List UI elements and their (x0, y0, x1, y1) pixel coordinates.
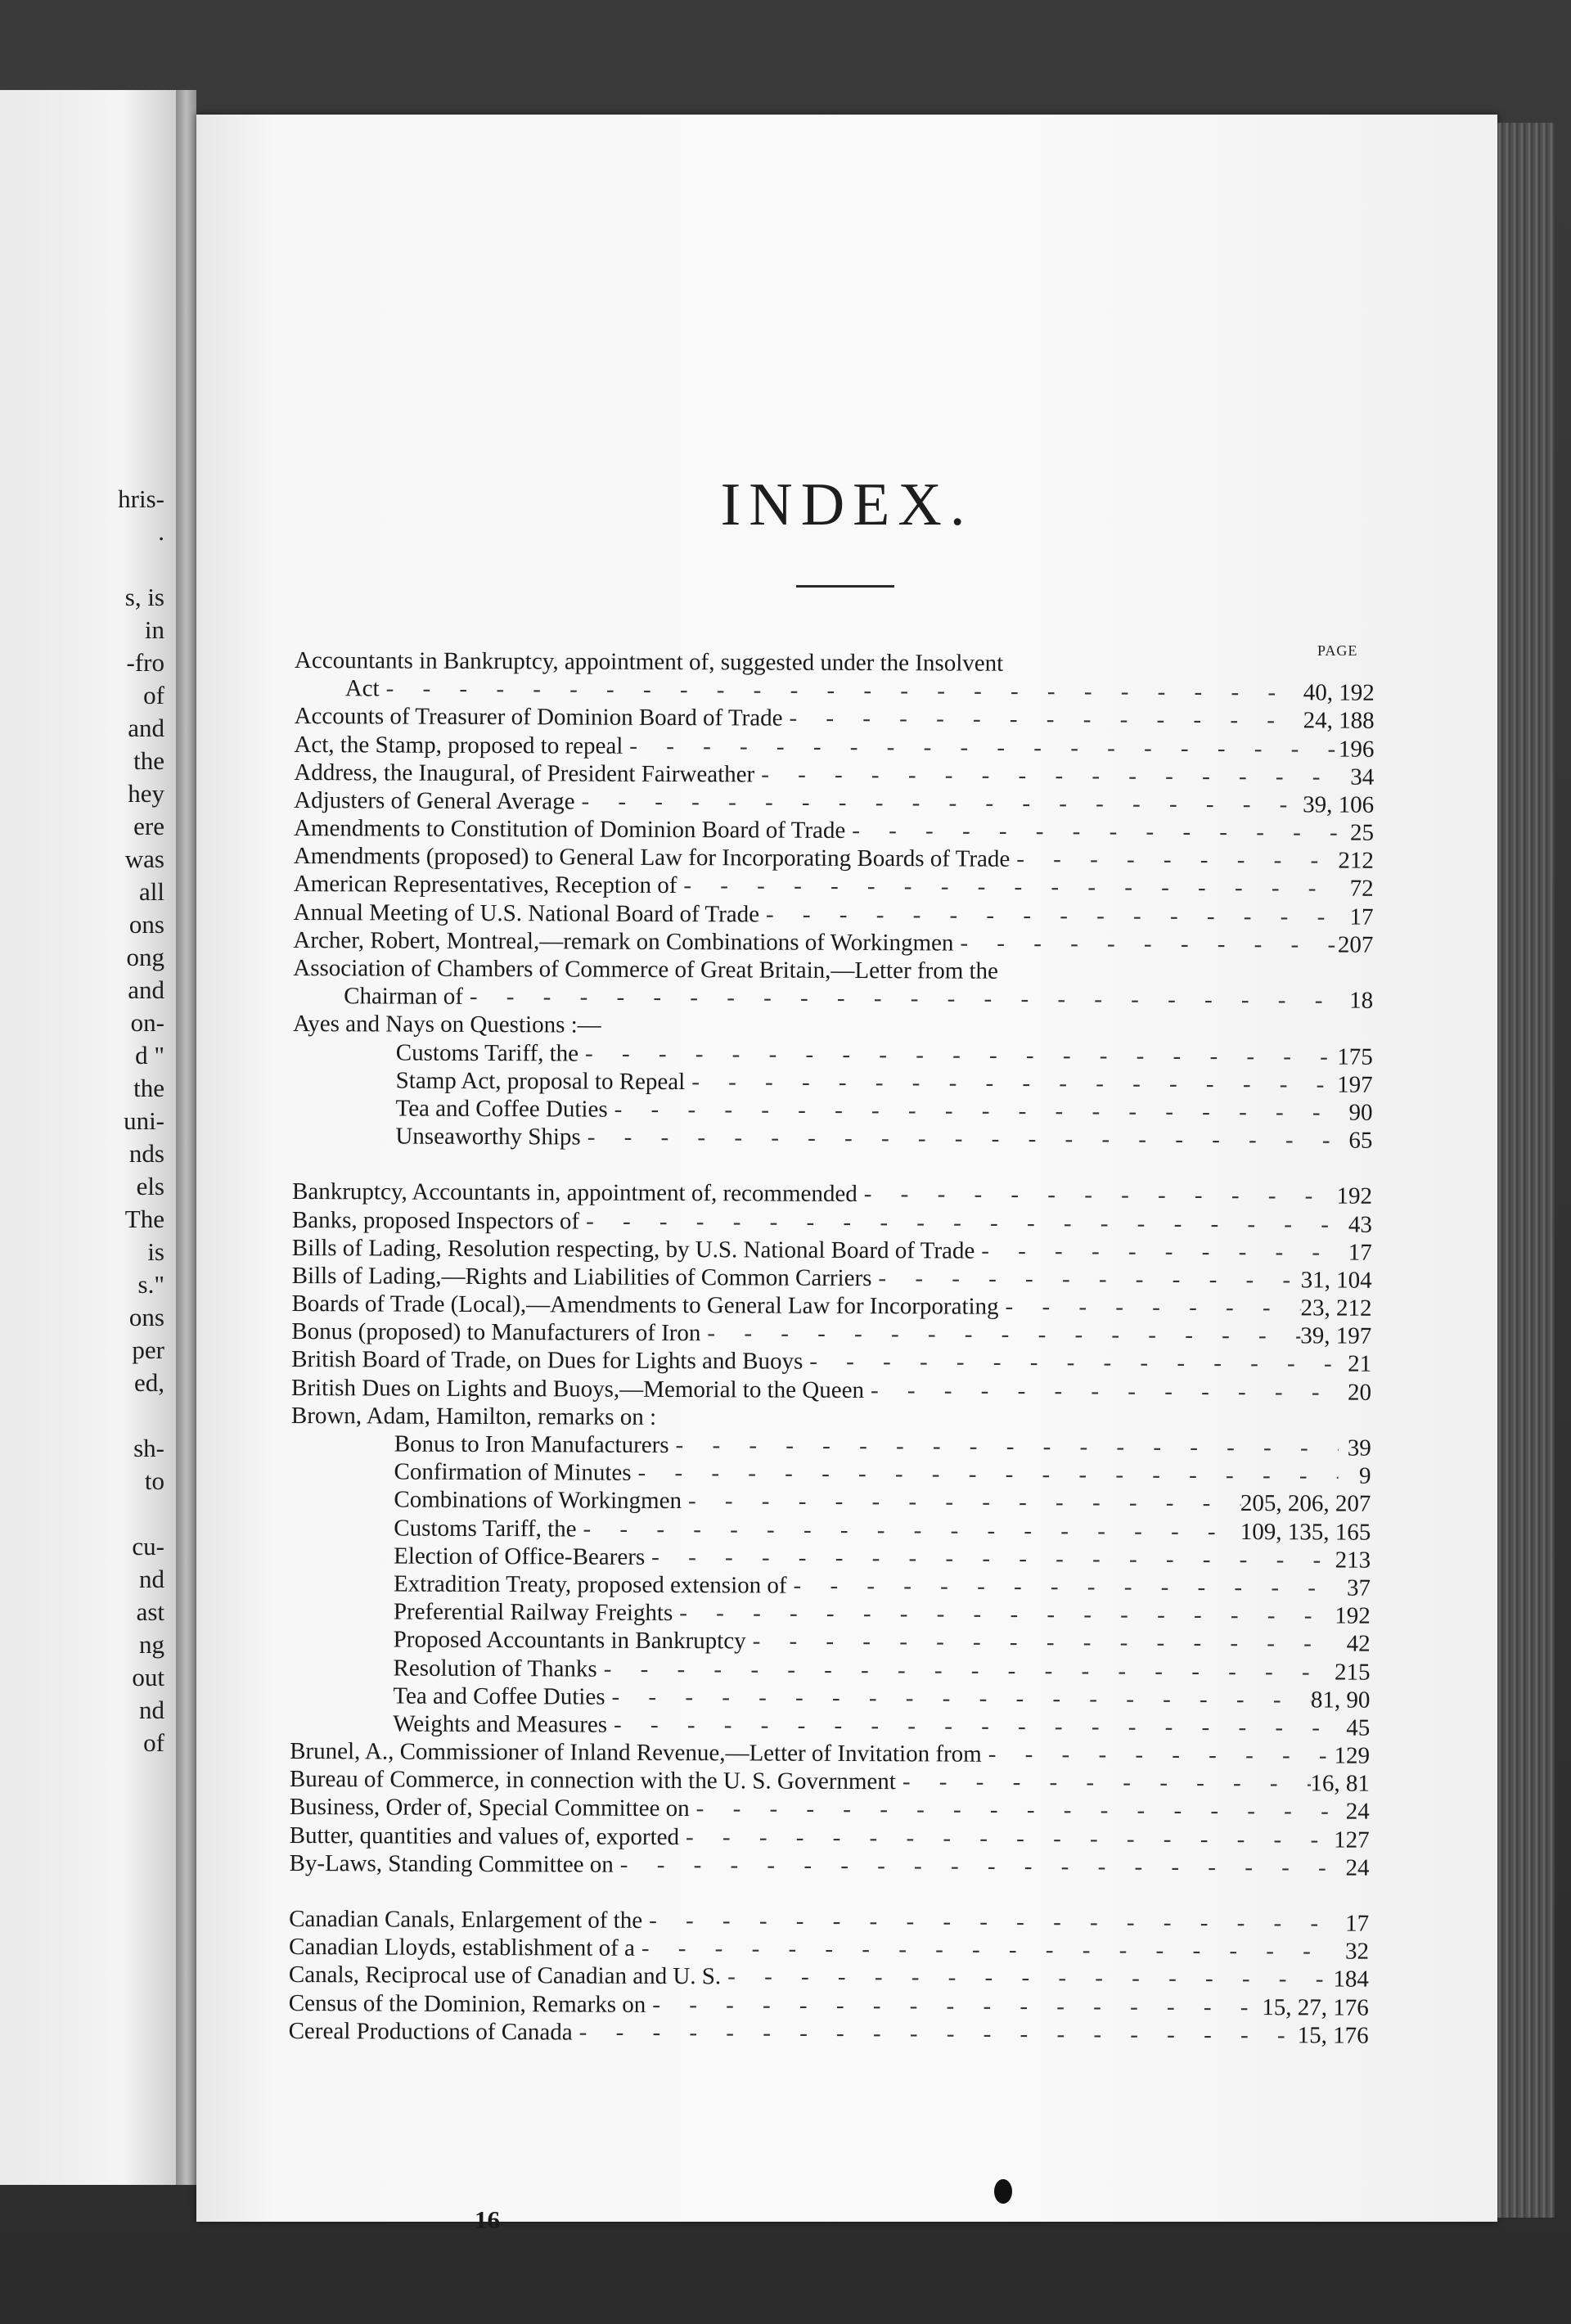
entry-text: Unseaworthy Ships (395, 1123, 581, 1151)
entry-page-number: 32 (1344, 1938, 1370, 1965)
leader-dashes (579, 1207, 1339, 1238)
index-entry (290, 1793, 1370, 1826)
index-entry (290, 1682, 1370, 1714)
facing-page-fragment: hey (128, 779, 164, 808)
facing-page-fragment: the (133, 746, 164, 775)
entry-page-number: 40, 192 (1303, 679, 1375, 706)
index-entry (292, 1262, 1372, 1295)
leader-dashes (953, 929, 1338, 958)
entry-text: Tea and Coffee Duties (393, 1682, 605, 1710)
facing-page-fragment: . (158, 517, 164, 546)
leader-dashes (574, 787, 1303, 818)
leader-dashes (754, 760, 1341, 790)
entry-page-number: 31, 104 (1300, 1267, 1372, 1294)
leader-dashes (578, 1039, 1337, 1070)
index-entry (292, 1122, 1372, 1155)
entry-text: By-Laws, Standing Committee on (289, 1849, 614, 1878)
leader-dashes (623, 732, 1339, 763)
leader-dashes (999, 1293, 1301, 1322)
leader-dashes (845, 817, 1341, 847)
entry-page-number: 213 (1335, 1547, 1371, 1574)
leader-dashes (607, 1711, 1337, 1742)
index-entry (290, 1570, 1371, 1602)
entry-text: Amendments to Constitution of Dominion Board of Trade (293, 815, 846, 844)
facing-page-gap (118, 1498, 164, 1530)
index-entry (292, 1206, 1372, 1239)
leader-dashes (576, 1515, 1240, 1546)
entry-text: Ayes and Nays on Questions :— (292, 1011, 601, 1039)
facing-page-fragment: ons (128, 1303, 164, 1331)
entry-page-number: 15, 176 (1297, 2022, 1369, 2049)
entry-text: Combinations of Workingmen (394, 1486, 682, 1515)
entry-text: Association of Chambers of Commerce of Great Britain,—Letter from the (293, 955, 999, 984)
index-entry (289, 1905, 1369, 1938)
section-spacer (289, 1877, 1369, 1910)
entry-text: Address, the Inaugural, of President Fairweather (294, 759, 755, 788)
index-entry (289, 1989, 1369, 2022)
leader-dashes (858, 1180, 1337, 1210)
facing-page (0, 90, 176, 2185)
entry-page-number: 42 (1346, 1630, 1371, 1658)
entry-page-number: 212 (1338, 847, 1374, 875)
index-entry (293, 1038, 1373, 1071)
entry-page-number: 127 (1334, 1826, 1370, 1853)
leader-dashes (782, 705, 1303, 735)
entry-page-number: 17 (1349, 903, 1374, 930)
index-entry (291, 1290, 1371, 1322)
facing-page-gap (118, 1399, 164, 1432)
leader-dashes (682, 1487, 1240, 1517)
index-entry (290, 1514, 1371, 1547)
entry-page-number: 205, 206, 207 (1240, 1490, 1371, 1518)
facing-page-fragment: out (132, 1663, 164, 1691)
leader-dashes (614, 1851, 1337, 1882)
index-list (289, 646, 1375, 2050)
entry-text: Bills of Lading,—Rights and Liabilities of Common Carriers (291, 1262, 872, 1292)
facing-page-fragment: nds (128, 1139, 164, 1168)
page-block-edge (1497, 123, 1555, 2218)
entry-text: British Board of Trade, on Dues for Lights and Buoys (291, 1346, 804, 1376)
index-entry (290, 1542, 1371, 1574)
facing-page-fragment: all (139, 877, 164, 906)
entry-page-number: 197 (1337, 1071, 1373, 1098)
facing-page-fragment: -fro (126, 648, 164, 677)
index-entry (292, 1178, 1372, 1210)
leader-dashes (787, 1572, 1339, 1602)
index-entry (295, 646, 1375, 679)
index-entry (294, 899, 1374, 931)
entry-text: Canals, Reciprocal use of Canadian and U. S. (288, 1961, 722, 1990)
entry-text: Chairman of (344, 983, 463, 1011)
facing-page-fragment: ast (136, 1597, 164, 1626)
facing-page-fragment: cu- (132, 1532, 164, 1561)
entry-text: Accountants in Bankruptcy, appointment of, suggested under the Insolvent (294, 646, 1004, 677)
facing-page-fragment: in (144, 615, 164, 644)
entry-page-number: 25 (1349, 819, 1375, 846)
entry-page-number: 9 (1359, 1462, 1371, 1489)
index-entry (290, 1625, 1371, 1658)
entry-text: American Representatives, Reception of (293, 871, 677, 899)
entry-text: Weights and Measures (393, 1710, 608, 1738)
facing-page-fragment: s, is (124, 583, 164, 611)
entry-page-number: 192 (1336, 1182, 1373, 1210)
entry-text: Bureau of Commerce, in connection with the U. S. Government (289, 1766, 896, 1795)
entry-page-number: 45 (1346, 1714, 1371, 1741)
index-entry (294, 814, 1374, 847)
entry-page-number: 16, 81 (1310, 1770, 1371, 1798)
book-gutter (176, 90, 196, 2185)
entry-page-number: 196 (1338, 736, 1375, 763)
entry-text: Bills of Lading, Resolution respecting, by U.S. National Board of Trade (291, 1234, 975, 1264)
entry-text: Bonus (proposed) to Manufacturers of Iron (291, 1318, 701, 1347)
facing-page-fragment: on- (130, 1008, 164, 1037)
entry-page-number: 24, 188 (1303, 707, 1375, 735)
entry-page-number: 37 (1346, 1574, 1371, 1601)
index-entry (291, 1430, 1371, 1462)
index-entry (291, 1317, 1371, 1350)
leader-dashes (690, 1795, 1337, 1826)
entry-text: Act, the Stamp, proposed to repeal (294, 731, 623, 759)
entry-page-number: 192 (1335, 1602, 1371, 1629)
entry-text: Cereal Productions of Canada (288, 2017, 573, 2046)
entry-page-number: 18 (1349, 987, 1374, 1014)
entry-text: Accounts of Treasurer of Dominion Board of Trade (294, 703, 783, 732)
leader-dashes (982, 1741, 1335, 1770)
index-entry (293, 926, 1373, 959)
leader-dashes (685, 1068, 1337, 1099)
facing-page-fragment: per (132, 1335, 164, 1364)
facing-page-fragment: uni- (124, 1106, 164, 1135)
facing-page-fragment: hris- (118, 484, 164, 513)
facing-page-fragment: The (124, 1205, 164, 1233)
entry-text: Adjusters of General Average (294, 786, 575, 815)
entry-page-number: 21 (1348, 1351, 1372, 1378)
leader-dashes (896, 1768, 1311, 1798)
index-entry (289, 1849, 1369, 1882)
index-entry (295, 702, 1375, 735)
leader-dashes (597, 1655, 1335, 1686)
index-entry (291, 1345, 1371, 1378)
entry-page-number: 15, 27, 176 (1262, 1993, 1369, 2021)
leader-dashes (975, 1236, 1339, 1266)
entry-text: Census of the Dominion, Remarks on (288, 1989, 646, 2018)
index-entry (294, 786, 1374, 819)
facing-page-fragment: ons (128, 910, 164, 939)
leader-dashes (463, 983, 1340, 1015)
facing-page-fragment: els (136, 1172, 164, 1200)
entry-page-number: 20 (1347, 1379, 1372, 1406)
index-entry (291, 1374, 1371, 1407)
index-entry (290, 1765, 1370, 1798)
index-entry (289, 1933, 1369, 1966)
leader-dashes (669, 1431, 1339, 1462)
entry-page-number: 129 (1334, 1742, 1371, 1769)
leader-dashes (632, 1459, 1339, 1490)
leader-dashes (581, 1124, 1340, 1155)
section-spacer (292, 1150, 1372, 1182)
index-entry (294, 870, 1374, 903)
entry-page-number: 90 (1348, 1099, 1373, 1126)
index-entry (291, 1457, 1371, 1490)
leader-dashes (759, 900, 1341, 930)
facing-page-gap (118, 548, 164, 581)
entry-page-number: 24 (1345, 1854, 1370, 1881)
entry-text: Extradition Treaty, proposed extension of (393, 1570, 787, 1599)
entry-text: Election of Office-Bearers (394, 1543, 646, 1570)
entry-page-number: 175 (1337, 1043, 1373, 1070)
entry-text: Tea and Coffee Duties (395, 1095, 608, 1123)
facing-page-fragment: was (124, 844, 164, 873)
facing-page-fragment: sh- (133, 1434, 164, 1462)
facing-page-fragment: ng (139, 1630, 164, 1659)
index-entry (290, 1597, 1371, 1630)
index-entry (291, 1402, 1371, 1434)
entry-text: Stamp Act, proposal to Repeal (395, 1067, 686, 1095)
entry-page-number: 109, 135, 165 (1240, 1518, 1371, 1546)
leader-dashes (700, 1319, 1300, 1349)
title-rule (796, 585, 894, 588)
index-entry (292, 1234, 1372, 1267)
page-title: INDEX. (720, 471, 974, 538)
entry-page-number: 17 (1345, 1910, 1370, 1937)
index-entry (290, 1654, 1370, 1687)
entry-text: Preferential Railway Freights (393, 1598, 673, 1627)
index-entry (293, 982, 1373, 1015)
entry-page-number: 39, 106 (1303, 791, 1375, 818)
facing-page-fragment: and (128, 714, 164, 742)
entry-page-number: 81, 90 (1310, 1687, 1371, 1714)
entry-text: Confirmation of Minutes (394, 1458, 632, 1487)
facing-page-fragment: ed, (133, 1368, 164, 1397)
index-entry (290, 1485, 1371, 1518)
facing-page-text (118, 483, 164, 1759)
facing-page-fragment: s." (137, 1270, 164, 1299)
index-entry (294, 731, 1374, 763)
index-entry (294, 759, 1374, 791)
entry-text: Canadian Canals, Enlargement of the (289, 1906, 643, 1934)
facing-page-fragment: and (128, 975, 164, 1004)
facing-page-fragment: ong (126, 943, 164, 971)
folio-number: 16 (475, 2205, 500, 2234)
index-entry (290, 1709, 1370, 1742)
index-entry (289, 2017, 1369, 2050)
entry-text: British Dues on Lights and Buoys,—Memorial to the Queen (290, 1374, 865, 1403)
entry-page-number: 215 (1334, 1659, 1371, 1686)
leader-dashes (864, 1376, 1339, 1407)
entry-text: Archer, Robert, Montreal,—remark on Combinations of Workingmen (293, 926, 954, 957)
entry-page-number: 207 (1337, 931, 1374, 958)
entry-page-number: 43 (1348, 1211, 1373, 1238)
leader-dashes (573, 2018, 1298, 2049)
leader-dashes (380, 675, 1303, 707)
facing-page-fragment: to (144, 1466, 164, 1495)
entry-text: Brown, Adam, Hamilton, remarks on : (290, 1402, 657, 1430)
entry-page-number: 184 (1333, 1966, 1369, 1993)
facing-page-fragment: ere (133, 812, 164, 840)
facing-page-fragment: is (147, 1237, 164, 1266)
leader-dashes (646, 1990, 1262, 2020)
entry-text: Annual Meeting of U.S. National Board of Trade (293, 899, 760, 928)
entry-text: Business, Order of, Special Committee on (289, 1794, 690, 1822)
leader-dashes (679, 1823, 1334, 1854)
entry-text: Customs Tariff, the (395, 1039, 579, 1067)
entry-page-number: 34 (1350, 763, 1375, 790)
entry-text: Resolution of Thanks (393, 1655, 597, 1682)
leader-dashes (803, 1348, 1339, 1378)
entry-page-number: 17 (1348, 1239, 1372, 1266)
index-entry (290, 1822, 1370, 1854)
leader-dashes (605, 1682, 1310, 1714)
facing-page-fragment: d " (135, 1041, 164, 1070)
ink-blot (994, 2179, 1012, 2204)
entry-text: Amendments (proposed) to General Law for Incorporating Boards of Trade (293, 843, 1011, 873)
entry-text: Canadian Lloyds, establishment of a (288, 1934, 635, 1962)
entry-text: Proposed Accountants in Bankruptcy (393, 1626, 746, 1655)
entry-page-number: 23, 212 (1300, 1295, 1372, 1322)
index-entry (289, 1961, 1369, 1993)
facing-page-fragment: of (143, 1728, 164, 1757)
index-entry (293, 954, 1373, 987)
entry-text: Banks, proposed Inspectors of (291, 1206, 580, 1235)
facing-page-fragment: nd (139, 1565, 164, 1593)
leader-dashes (871, 1264, 1300, 1294)
index-page (196, 115, 1497, 2234)
leader-dashes (673, 1599, 1335, 1630)
index-entry (293, 1066, 1373, 1099)
index-entry (294, 842, 1374, 875)
entry-page-number: 72 (1349, 876, 1374, 903)
entry-text: Customs Tariff, the (394, 1515, 577, 1543)
leader-dashes (635, 1934, 1336, 1966)
index-entry (292, 1094, 1372, 1127)
entry-text: Brunel, A., Commissioner of Inland Revenue,—Letter of Invitation from (290, 1738, 982, 1768)
entry-text: Bonus to Iron Manufacturers (394, 1430, 669, 1459)
leader-dashes (746, 1628, 1338, 1658)
leader-dashes (677, 872, 1340, 903)
leader-dashes (721, 1963, 1333, 1993)
index-entry (293, 1010, 1373, 1043)
leader-dashes (642, 1907, 1336, 1938)
leader-dashes (1010, 845, 1338, 875)
facing-page-fragment: the (133, 1074, 164, 1102)
entry-page-number: 24 (1345, 1799, 1370, 1826)
entry-page-number: 39 (1347, 1434, 1371, 1462)
entry-text: Butter, quantities and values of, exported (289, 1822, 680, 1850)
entry-text: Bankruptcy, Accountants in, appointment of, recommended (292, 1178, 858, 1208)
facing-page-fragment: of (143, 681, 164, 709)
facing-page-fragment: nd (139, 1696, 164, 1724)
leader-dashes (608, 1096, 1340, 1127)
entry-page-number: 39, 197 (1300, 1322, 1372, 1350)
entry-text: Act (344, 675, 380, 702)
page-column-label: PAGE (1317, 642, 1358, 659)
entry-page-number: 65 (1348, 1127, 1373, 1154)
leader-dashes (645, 1543, 1335, 1574)
entry-text: Boards of Trade (Local),—Amendments to General Law for Incorporating (291, 1290, 999, 1320)
index-entry (295, 674, 1375, 707)
index-entry (290, 1737, 1370, 1770)
